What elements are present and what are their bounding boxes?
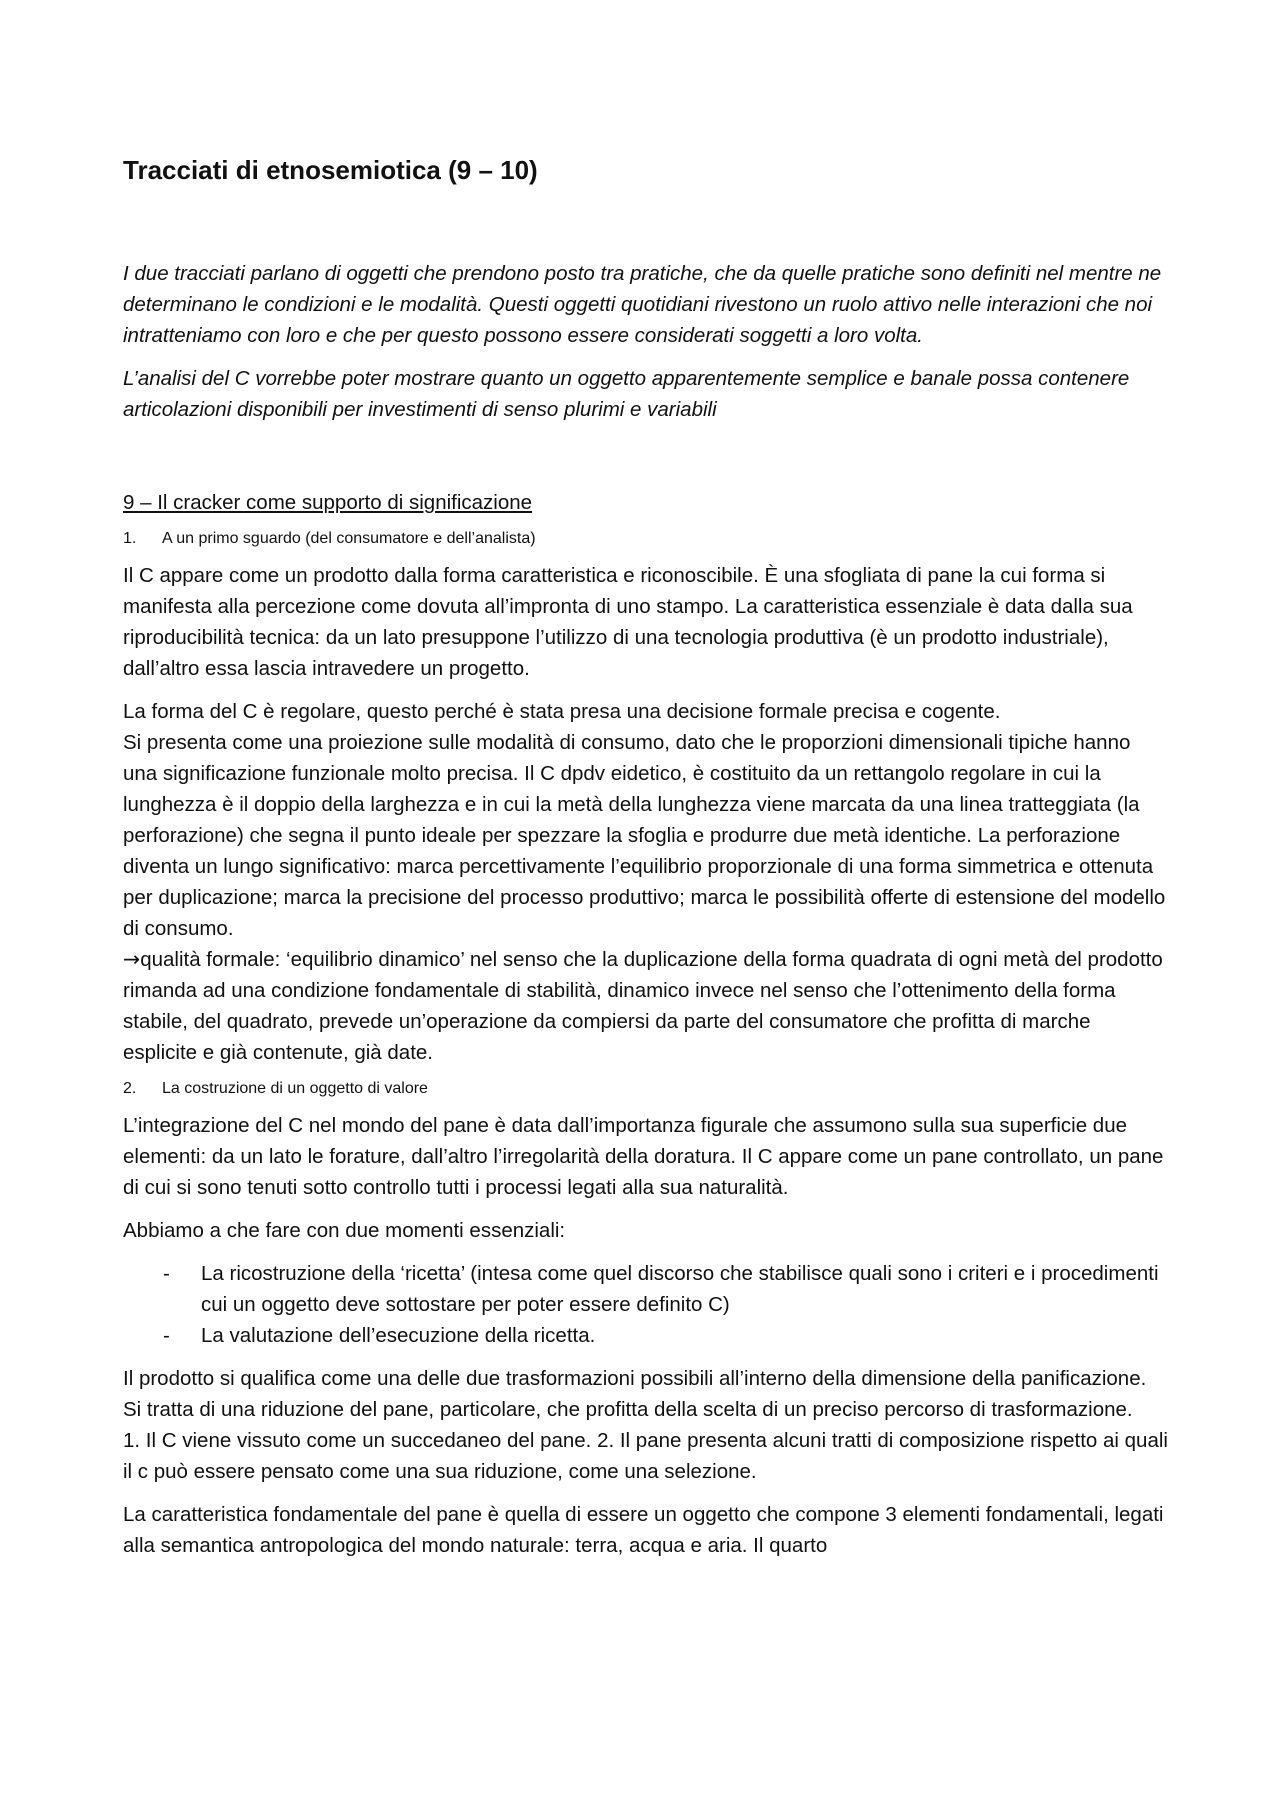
- paragraph-4: Abbiamo a che fare con due momenti essenziali:: [123, 1219, 566, 1242]
- bullet-text: La valutazione dell’esecuzione della ricetta.: [201, 1324, 596, 1347]
- paragraph-2a: La forma del C è regolare, questo perché è stata presa una decisione formale precisa e cogente.: [123, 700, 1001, 723]
- paragraph-5a: Il prodotto si qualifica come una delle due trasformazioni possibili all’interno della dimensione della panificazione. Si tratta di una riduzione del pane, particolare, che profitta della scelta di un preciso percorso di trasformazione.: [123, 1367, 1147, 1421]
- paragraph-5b: 1. Il C viene vissuto come un succedaneo del pane. 2. Il pane presenta alcuni tratti di composizione rispetto ai quali il c può essere pensato come una sua riduzione, come una selezione.: [123, 1429, 1168, 1483]
- document-title: Tracciati di etnosemiotica (9 – 10): [123, 155, 538, 185]
- subheading-2-number: 2.: [123, 1080, 137, 1097]
- list-item: [123, 1320, 1169, 1351]
- intro-paragraph-1: I due tracciati parlano di oggetti che prendono posto tra pratiche, che da quelle pratiche sono definiti nel mentre ne determinano le condizioni e le modalità. Questi oggetti quotidiani rivestono un ruolo attivo nelle interazioni che noi intratteniamo con loro e che per questo possono essere considerati soggetti a loro volta.: [123, 262, 1162, 347]
- paragraph-2c-text: qualità formale: ‘equilibrio dinamico’ nel senso che la duplicazione della forma quadrata di ogni metà del prodotto rimanda ad una condizione fondamentale di stabilità, dinamico invece nel senso che l’ottenimento della forma stabile, del quadrato, prevede un’operazione da compiersi da parte del consumatore che profitta di marche esplicite e già contenute, già date.: [123, 948, 1163, 1064]
- subheading-1-label: A un primo sguardo (del consumatore e dell’analista): [162, 530, 536, 547]
- subheading-1: [123, 530, 1169, 548]
- document-body: [123, 152, 1169, 1561]
- paragraph-2b: Si presenta come una proiezione sulle modalità di consumo, dato che le proporzioni dimensionali tipiche hanno una significazione funzionale molto precisa. Il C dpdv eidetico, è costituito da un rettangolo regolare in cui la lunghezza è il doppio della larghezza e in cui la metà della lunghezza viene marcata da una linea tratteggiata (la perforazione) che segna il punto ideale per spezzare la sfoglia e produrre due metà identiche. La perforazione diventa un lungo significativo: marca percettivamente l’equilibrio proporzionale di una forma simmetrica e ottenuta per duplicazione; marca la precisione del processo produttivo; marca le possibilità offerte di estensione del modello di consumo.: [123, 731, 1166, 940]
- bullet-text: La ricostruzione della ‘ricetta’ (intesa come quel discorso che stabilisce quali sono i criteri e i procedimenti cui un oggetto deve sottostare per poter essere definito C): [201, 1262, 1159, 1316]
- subheading-2: [123, 1080, 1169, 1098]
- intro-paragraph-2: L’analisi del C vorrebbe poter mostrare quanto un oggetto apparentemente semplice e banale possa contenere articolazioni disponibili per investimenti di senso plurimi e variabili: [123, 367, 1130, 421]
- list-item: [123, 1258, 1169, 1320]
- bullet-dash: -: [163, 1262, 170, 1285]
- paragraph-2c: [123, 944, 1169, 1068]
- paragraph-2-group: [123, 696, 1169, 1068]
- section-heading: 9 – Il cracker come supporto di significazione: [123, 491, 533, 514]
- paragraph-5-group: [123, 1363, 1169, 1487]
- paragraph-1: Il C appare come un prodotto dalla forma caratteristica e riconoscibile. È una sfogliata di pane la cui forma si manifesta alla percezione come dovuta all’impronta di uno stampo. La caratteristica essenziale è data dalla sua riproducibilità tecnica: da un lato presuppone l’utilizzo di una tecnologia produttiva (è un prodotto industriale), dall’altro essa lascia intravedere un progetto.: [123, 564, 1133, 680]
- paragraph-6: La caratteristica fondamentale del pane è quella di essere un oggetto che compone 3 elementi fondamentali, legati alla semantica antropologica del mondo naturale: terra, acqua e aria. Il quarto: [123, 1503, 1164, 1557]
- subheading-2-label: La costruzione di un oggetto di valore: [162, 1080, 428, 1097]
- paragraph-3: L’integrazione del C nel mondo del pane è data dall’importanza figurale che assumono sulla sua superficie due elementi: da un lato le forature, dall’altro l’irregolarità della doratura. Il C appare come un pane controllato, un pane di cui si sono tenuti sotto controllo tutti i processi legati alla sua naturalità.: [123, 1114, 1164, 1199]
- bullet-list: [123, 1258, 1169, 1351]
- arrow-icon: →: [123, 947, 141, 971]
- bullet-dash: -: [163, 1324, 170, 1347]
- subheading-1-number: 1.: [123, 530, 137, 547]
